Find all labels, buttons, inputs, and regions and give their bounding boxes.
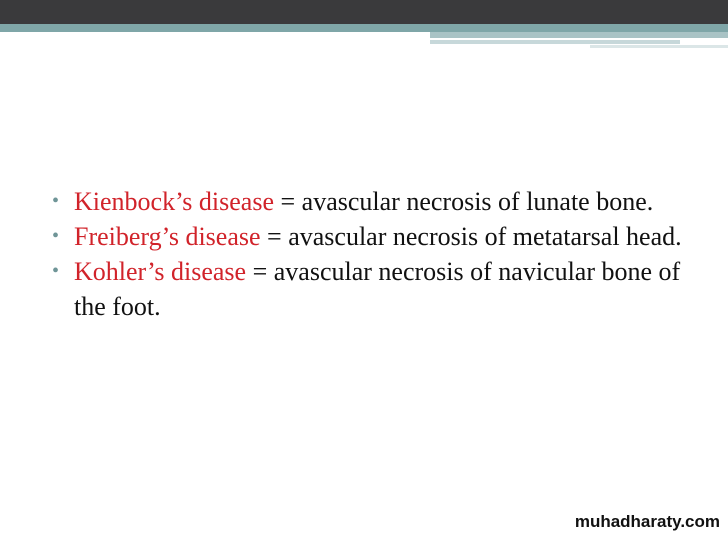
definition-text: = avascular necrosis of navicular bone of the foot. [74, 257, 681, 321]
bullet-marker: • [52, 260, 60, 282]
definition-text: = avascular necrosis of metatarsal head. [260, 222, 682, 251]
disease-term: Freiberg’s disease [74, 222, 261, 251]
definition-text: = avascular necrosis of lunate bone. [274, 187, 654, 216]
accent-strip [430, 32, 728, 38]
bullet-kohler [52, 254, 702, 324]
disease-term: Kienbock’s disease [74, 187, 275, 216]
disease-term: Kohler’s disease [74, 257, 247, 286]
accent-strip [590, 45, 728, 48]
bullet-list [52, 184, 702, 324]
bullet-marker: • [52, 190, 60, 212]
bullet-freiberg [52, 219, 702, 254]
bullet-kienbock [52, 184, 702, 219]
accent-band [0, 24, 728, 32]
top-bar [0, 0, 728, 24]
bullet-marker: • [52, 225, 60, 247]
accent-strip [430, 40, 680, 44]
watermark: muhadharaty.com [574, 512, 720, 531]
